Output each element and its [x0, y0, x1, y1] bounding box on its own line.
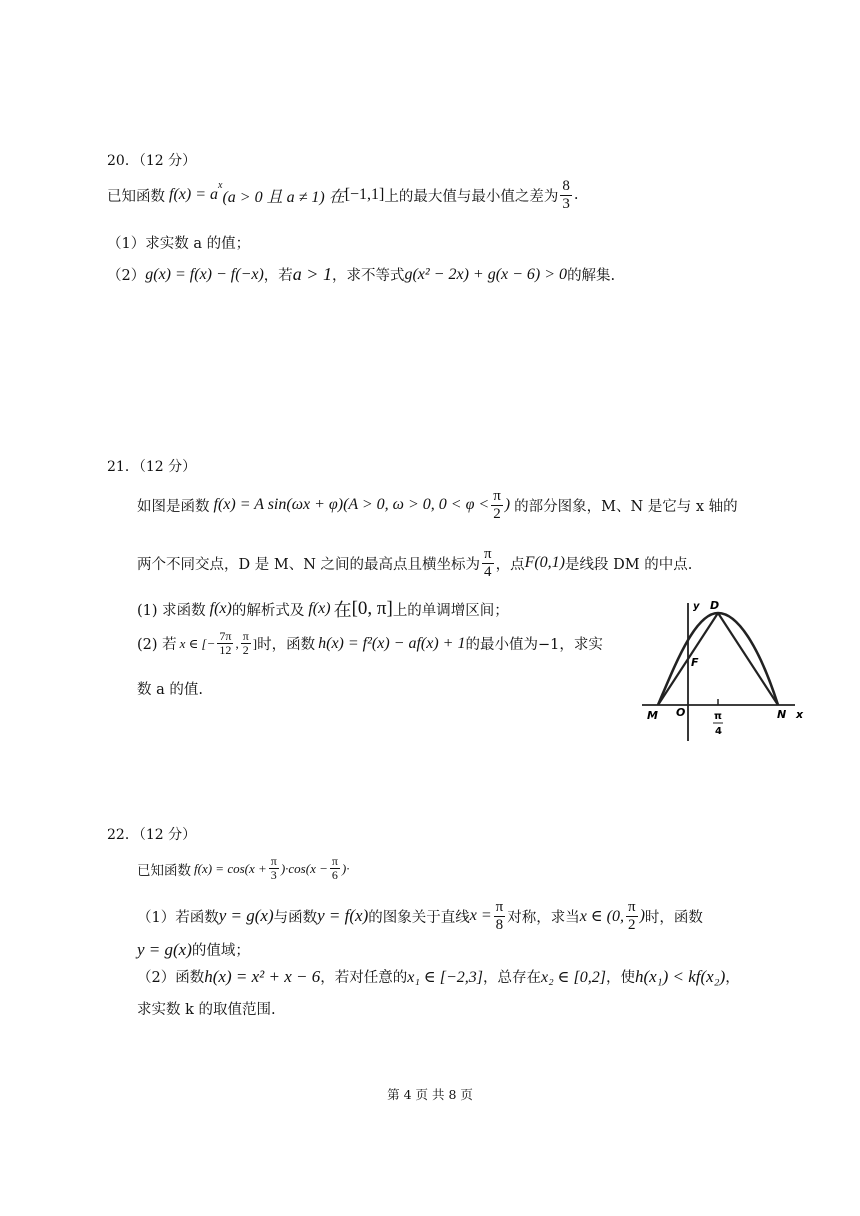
q22-number: 22．（12 分） — [107, 827, 197, 843]
q22-part2-e: ， — [725, 970, 740, 986]
q21-number: 21．（12 分） — [107, 459, 197, 475]
tick-label-pi: π — [714, 711, 722, 722]
q21-part1-a: (1) 求函数 — [137, 602, 206, 619]
q20-function: f(x) = a — [169, 186, 218, 203]
q21-part2-comma: , — [235, 635, 239, 651]
q22-f-part2: )·cos(x − — [280, 860, 328, 876]
q20-g-def: g(x) = f(x) − f(−x) — [145, 265, 264, 283]
q20-part2-mid: ，若 — [263, 268, 293, 284]
q22-part1-x: x = — [469, 907, 492, 924]
q21-part2-h: h(x) = f²(x) − af(x) + 1 — [318, 634, 466, 652]
q21-part1-f2: f(x) — [308, 600, 331, 617]
q20-fraction-num: 8 — [562, 178, 570, 194]
q21-fraction-7pi12 — [217, 630, 233, 657]
q22-part1-b: 与函数 — [273, 909, 318, 926]
q22-part2-h: h(x) = x² + x − 6 — [204, 966, 321, 986]
q21-line1 — [137, 488, 738, 522]
q22-frac3-num: π — [495, 899, 504, 915]
sine-curve — [658, 613, 778, 705]
q21-part1 — [137, 596, 509, 622]
q22-part1-d: 对称，求当 — [507, 909, 580, 926]
q22-part2-a: （2）函数 — [137, 970, 205, 986]
q22-frac4-den: 2 — [628, 916, 636, 933]
q22-frac2-den: 6 — [331, 868, 338, 883]
q22-part2-ineq: h(x₁) < kf(x₂) — [634, 966, 726, 986]
q21-part2 — [137, 630, 603, 657]
q22-fraction-pi3 — [269, 855, 279, 882]
q21-frac-den: 2 — [493, 505, 501, 522]
label-D: D — [710, 599, 720, 612]
q21-part1-interval: [0, π] — [351, 598, 393, 619]
q22-fraction-pi2 — [626, 899, 638, 933]
q21-frac3-num: 7π — [219, 629, 232, 643]
q20-fraction-den: 3 — [562, 195, 570, 212]
q22-part2-line2: 求实数 k 的取值范围. — [137, 1002, 276, 1018]
q20-exponent: x — [218, 180, 223, 191]
q20-fraction — [560, 178, 572, 212]
q22-part2-c: ，总存在 — [482, 970, 541, 986]
q21-part2-c: 的最小值为−1，求实 — [465, 637, 603, 654]
q22-frac3-den: 8 — [495, 916, 504, 933]
q22-f-end: )· — [341, 860, 350, 876]
q22-part1-c: 的图象关于直线 — [368, 909, 470, 926]
q21-frac-num: π — [493, 488, 501, 504]
q22-frac2-num: π — [331, 854, 338, 868]
q21-part2-cont: 数 a 的值. — [137, 682, 203, 698]
q22-part1-g: y = g(x) — [218, 906, 274, 925]
q21-frac2-num: π — [484, 546, 492, 562]
q21-figure — [640, 595, 810, 745]
q20-part2 — [107, 264, 615, 285]
q21-line2-b: ，点 — [495, 556, 525, 573]
q20-interval: [−1,1] — [344, 186, 385, 203]
label-x: x — [796, 708, 804, 721]
q20-inequality: g(x² − 2x) + g(x − 6) > 0 — [404, 265, 568, 283]
q20-condition: (a > 0 且 a ≠ 1) 在 — [222, 188, 345, 206]
q22-part1-line2-g: y = g(x) — [137, 939, 192, 959]
q22-part1 — [137, 899, 703, 933]
q20-part2-label: （2） — [107, 268, 146, 284]
q22-part2-x2: x₂ ∈ [0,2] — [540, 968, 606, 986]
q21-frac2-den: 4 — [484, 563, 492, 580]
q20-part2-mid2: ，求不等式 — [331, 268, 405, 284]
q21-fraction-pi4 — [482, 546, 494, 580]
label-O: O — [676, 706, 686, 719]
q22-part2-x1: x₁ ∈ [−2,3] — [407, 968, 483, 986]
q20-part2-end: 的解集. — [567, 268, 616, 284]
q20-intro — [107, 178, 579, 212]
q22-frac1-num: π — [270, 854, 277, 868]
label-y: y — [693, 601, 700, 612]
q20-cond: a > 1 — [292, 264, 332, 284]
q21-line1-b: 的部分图象，M、N 是它与 x 轴的 — [514, 498, 738, 515]
q22-part2-d: ，使 — [605, 970, 635, 986]
q21-part2-close: ] — [252, 635, 258, 651]
q21-frac3-den: 12 — [219, 643, 232, 658]
q22-part1-line2-end: 的值域； — [191, 943, 250, 959]
q21-point-F: F(0,1) — [524, 554, 566, 571]
q20-part1: （1）求实数 a 的值； — [107, 236, 251, 252]
q21-frac4-den: 2 — [242, 643, 249, 658]
q22-fraction-pi8 — [494, 899, 506, 933]
q22-frac1-den: 3 — [270, 868, 277, 883]
q22-fraction-pi6 — [330, 855, 340, 882]
q22-part1-a: （1）若函数 — [137, 909, 219, 926]
q20-number: 20．（12 分） — [107, 153, 197, 169]
q21-line2-c: 是线段 DM 的中点. — [565, 556, 693, 573]
q22-part2-b: ，若对任意的 — [320, 970, 408, 986]
label-M: M — [647, 709, 658, 722]
q20-intro-text-2: 上的最大值与最小值之差为 — [384, 188, 559, 205]
q21-part2-a: (2) 若 — [137, 637, 177, 654]
q21-line2-a: 两个不同交点，D 是 M、N 之间的最高点且横坐标为 — [137, 556, 480, 573]
q21-line1-a: 如图是函数 — [137, 498, 210, 515]
label-N: N — [777, 708, 787, 721]
q21-part2-x: x ∈ [− — [179, 635, 216, 651]
q21-function: f(x) = A sin(ωx + φ)(A > 0, ω > 0, 0 < φ < — [213, 496, 490, 513]
q22-part1-e: 时，函数 — [644, 909, 703, 926]
q21-part1-b: 的解析式及 — [231, 602, 305, 619]
q22-frac4-num: π — [628, 899, 636, 915]
q21-part1-f: f(x) — [209, 600, 232, 617]
tick-label-4: 4 — [715, 726, 722, 737]
q21-fraction-pi2b — [241, 630, 251, 657]
q22-intro — [137, 855, 350, 882]
q21-close: ) — [504, 496, 511, 513]
q21-fraction-pi2 — [491, 488, 503, 522]
q21-frac4-num: π — [242, 629, 249, 643]
q21-part1-d: 上的单调增区间； — [392, 602, 509, 619]
q22-part1-xin: x ∈ (0, — [579, 908, 624, 925]
q22-part1-close: ) — [639, 907, 645, 924]
q21-part1-c: 在 — [333, 600, 352, 621]
q22-intro-a: 已知函数 — [137, 862, 191, 879]
q21-line2 — [137, 546, 692, 580]
page-footer: 第 4 页 共 8 页 — [387, 1087, 473, 1102]
q20-intro-text: 已知函数 — [107, 188, 165, 205]
label-F: F — [691, 656, 699, 669]
q22-part1-f: y = f(x) — [317, 906, 369, 925]
q22-part1-line2 — [137, 939, 250, 960]
q22-part2 — [137, 966, 740, 987]
segment-DN — [718, 613, 778, 705]
q20-intro-end: . — [573, 187, 579, 203]
q22-f-part1: f(x) = cos(x + — [194, 860, 267, 876]
q21-part2-b: 时，函数 — [257, 637, 316, 654]
